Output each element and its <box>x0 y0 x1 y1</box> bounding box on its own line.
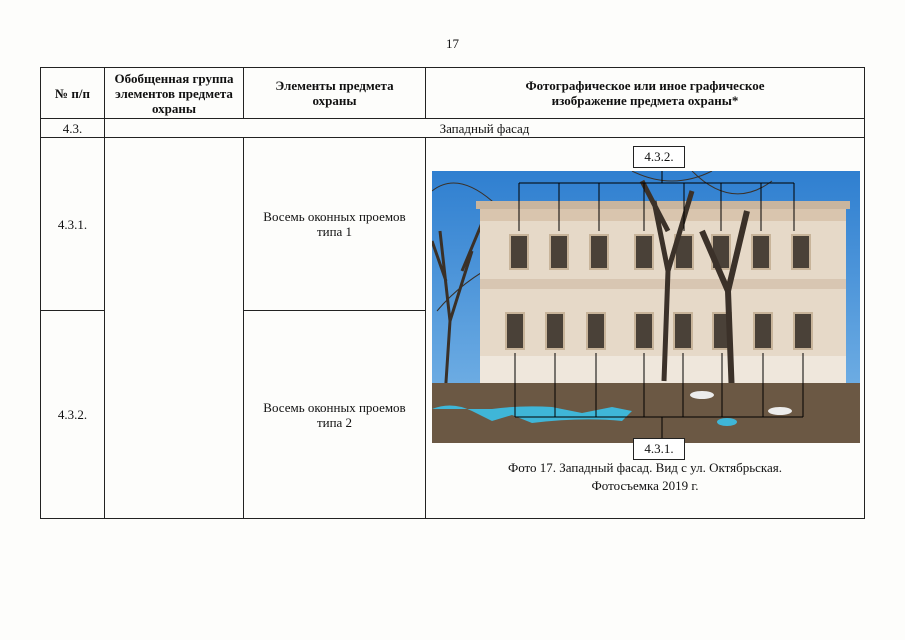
facade-illustration <box>432 171 860 443</box>
row-2-element-text: Восемь оконных проемов типа 2 <box>263 399 406 430</box>
header-num-text: № п/п <box>55 85 90 101</box>
section-num <box>41 119 104 137</box>
facade-photo <box>432 171 860 443</box>
row-2-num-text: 4.3.2. <box>57 407 88 422</box>
header-elements-text: Элементы предмета охраны <box>275 78 394 108</box>
planter <box>768 407 792 415</box>
photo-caption-line-2: Фотосъемка 2019 г. <box>591 478 699 493</box>
row-1-element <box>244 138 425 310</box>
planter <box>717 418 737 426</box>
header-image-text: Фотографическое или иное графическое изображение предмета охраны* <box>525 78 765 108</box>
header-num <box>41 68 104 118</box>
row-1-num-text: 4.3.1. <box>57 216 88 232</box>
planter <box>690 391 714 399</box>
header-group-text: Обобщенная группа элементов предмета охраны <box>114 70 234 116</box>
row-1-num <box>41 138 104 310</box>
photo-caption-line-1: Фото 17. Западный фасад. Вид с ул. Октябрьская. <box>507 460 783 475</box>
callout-lower-label: 4.3.1. <box>633 438 685 460</box>
section-title <box>105 119 864 137</box>
header-elements <box>244 68 425 118</box>
row-1-element-text: Восемь оконных проемов типа 1 <box>263 209 406 239</box>
header-group <box>105 68 243 118</box>
table-border-bottom <box>40 518 865 519</box>
row-2-element <box>244 311 425 518</box>
row-2-num <box>41 311 104 518</box>
section-num-text: 4.3. <box>62 120 83 136</box>
page-number: 17 <box>446 36 459 51</box>
table-section-divider <box>40 137 865 138</box>
photo-caption <box>426 459 864 495</box>
section-title-text: Западный фасад <box>439 120 530 136</box>
callout-upper-label: 4.3.2. <box>633 146 685 168</box>
table-border-right <box>864 67 865 519</box>
header-image <box>426 68 864 118</box>
